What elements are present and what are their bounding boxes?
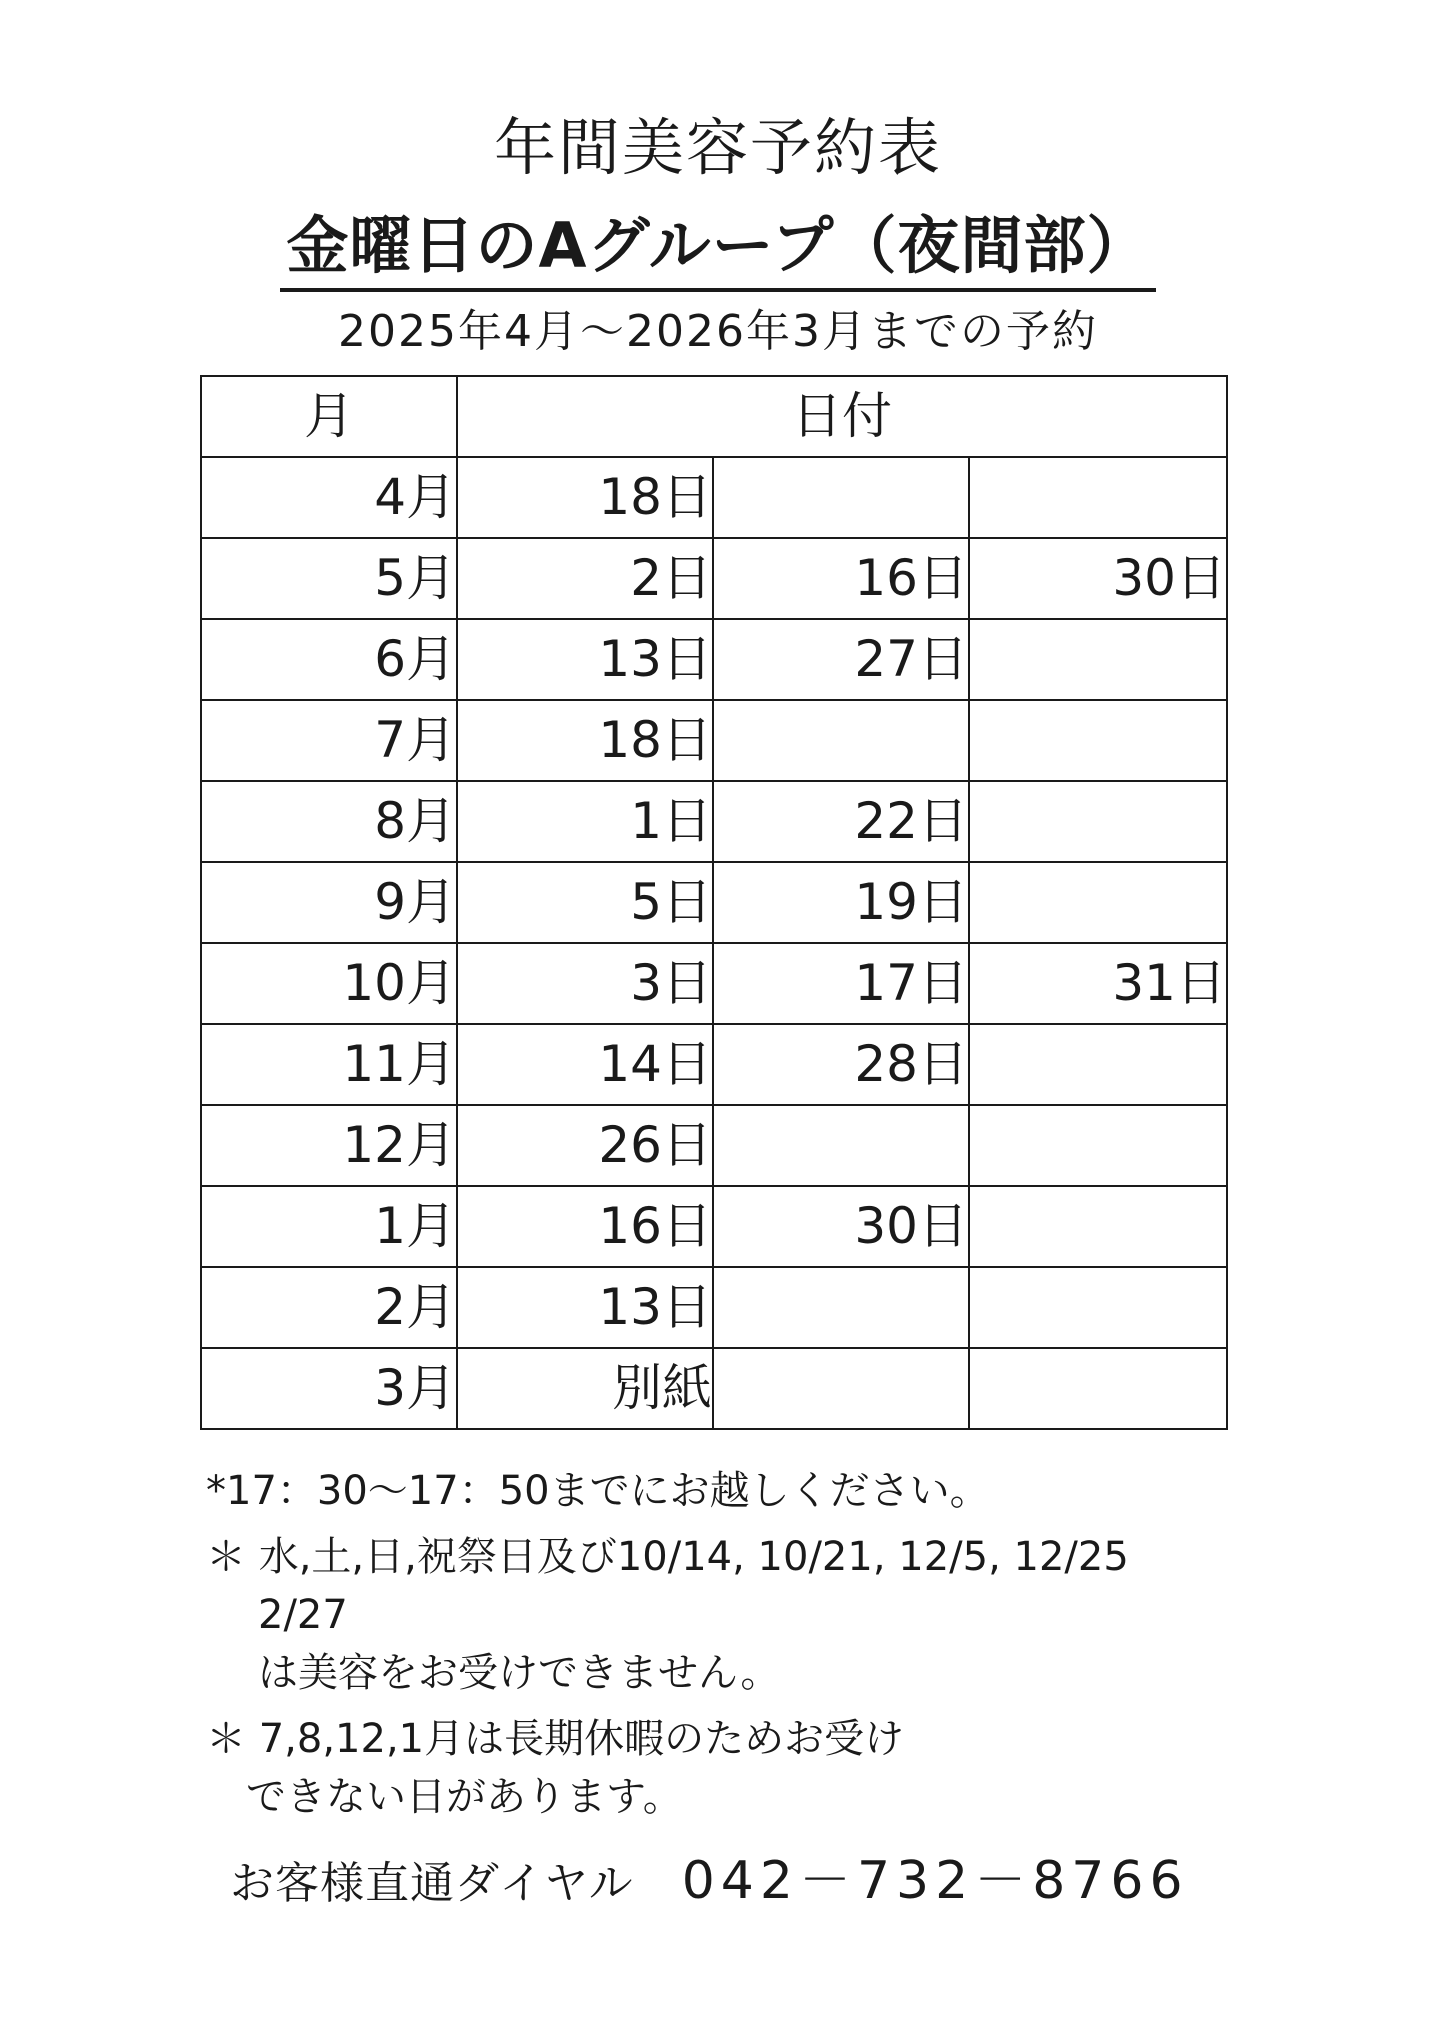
group-subtitle-text: 金曜日のAグループ（夜間部） [280,206,1155,292]
month-cell: 11月 [201,1024,457,1105]
month-cell: 7月 [201,700,457,781]
table-row [201,457,1227,538]
date-cell: 18日 [457,700,713,781]
table-row [201,1186,1227,1267]
date-cell: 別紙 [457,1348,713,1429]
contact-line [230,1846,1189,1919]
date-cell [713,1267,969,1348]
date-cell: 13日 [457,619,713,700]
date-cell [713,457,969,538]
date-cell [969,1267,1227,1348]
note-closed-days-extra: 2/27 [258,1592,348,1638]
table-row [201,619,1227,700]
table-row [201,1024,1227,1105]
date-cell: 16日 [713,538,969,619]
table-row [201,781,1227,862]
date-cell [713,700,969,781]
month-cell: 1月 [201,1186,457,1267]
date-cell [969,781,1227,862]
month-cell: 5月 [201,538,457,619]
month-cell: 10月 [201,943,457,1024]
date-cell: 18日 [457,457,713,538]
date-cell: 19日 [713,862,969,943]
note-closed-days: ＊ 水,土,日,祝祭日及び10/14, 10/21, 12/5, 12/25 [206,1534,1129,1580]
date-cell [969,1348,1227,1429]
date-cell [969,1186,1227,1267]
date-cell: 17日 [713,943,969,1024]
group-subtitle [0,206,1436,292]
date-cell [969,1105,1227,1186]
date-cell: 22日 [713,781,969,862]
table-row [201,943,1227,1024]
date-cell [713,1348,969,1429]
header-date: 日付 [457,376,1227,457]
date-cell: 3日 [457,943,713,1024]
date-cell: 30日 [969,538,1227,619]
date-cell: 31日 [969,943,1227,1024]
phone-number: 042－732－8766 [681,1851,1189,1911]
notes-section [206,1462,1256,1826]
date-cell [969,1024,1227,1105]
table-header-row [201,376,1227,457]
note-closed-days-text: は美容をお受けできません。 [258,1650,781,1696]
date-cell: 2日 [457,538,713,619]
date-cell: 5日 [457,862,713,943]
date-cell [969,862,1227,943]
date-cell [969,457,1227,538]
note-long-holiday-text: できない日があります。 [246,1774,683,1820]
month-cell: 9月 [201,862,457,943]
table-row [201,1267,1227,1348]
date-cell [969,619,1227,700]
date-cell: 30日 [713,1186,969,1267]
month-cell: 8月 [201,781,457,862]
note-long-holiday: ＊ 7,8,12,1月は長期休暇のためお受け [206,1716,905,1762]
table-row [201,862,1227,943]
month-cell: 2月 [201,1267,457,1348]
reservation-period: 2025年4月～2026年3月までの予約 [338,306,1098,357]
schedule-table [200,375,1228,1430]
month-cell: 3月 [201,1348,457,1429]
date-cell: 16日 [457,1186,713,1267]
date-cell: 1日 [457,781,713,862]
note-arrival-time: *17：30～17：50までにお越しください。 [206,1468,990,1514]
table-row [201,1105,1227,1186]
date-cell: 28日 [713,1024,969,1105]
header-month: 月 [201,376,457,457]
date-cell [713,1105,969,1186]
date-cell [969,700,1227,781]
table-row [201,1348,1227,1429]
month-cell: 12月 [201,1105,457,1186]
month-cell: 6月 [201,619,457,700]
table-row [201,700,1227,781]
schedule-body [201,457,1227,1429]
date-cell: 13日 [457,1267,713,1348]
contact-label: お客様直通ダイヤル [230,1858,634,1909]
date-cell: 14日 [457,1024,713,1105]
table-row [201,538,1227,619]
page-title: 年間美容予約表 [493,111,942,184]
date-cell: 26日 [457,1105,713,1186]
month-cell: 4月 [201,457,457,538]
date-cell: 27日 [713,619,969,700]
